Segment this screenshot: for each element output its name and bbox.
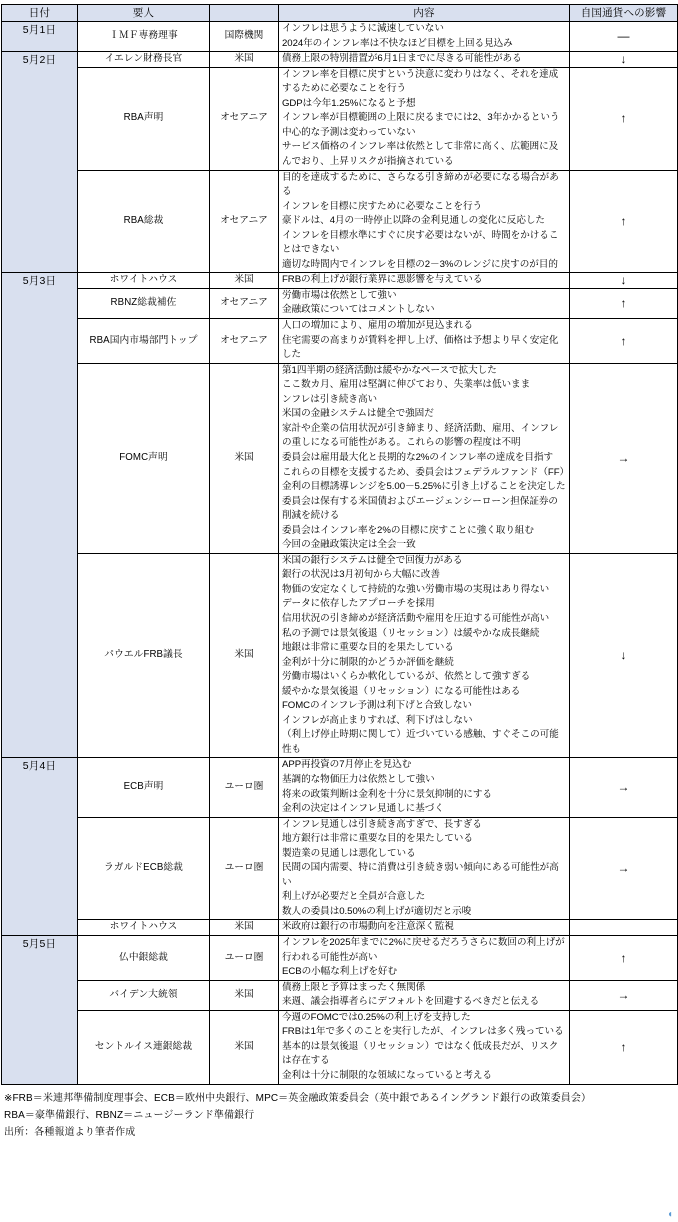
cell-person: ECB声明 bbox=[78, 758, 210, 817]
content-line: 信用状況の引き締めが経済活動や雇用を圧迫する可能性が高い bbox=[282, 612, 550, 624]
content-line: インフレを目標水準にすぐに戻す必要はないが、時間をかけることはできない bbox=[282, 229, 559, 256]
cell-currency-impact: ↑ bbox=[570, 319, 678, 364]
content-line: 製造業の見通しは悪化している bbox=[282, 847, 416, 859]
content-line: 今週のFOMCでは0.25%の利上げを支持した bbox=[282, 1011, 471, 1023]
cell-date: 5月3日 bbox=[2, 273, 78, 758]
cell-country: 米国 bbox=[210, 920, 279, 936]
content-line: ンフレは引き続き高い bbox=[282, 393, 378, 405]
cell-country: オセアニア bbox=[210, 288, 279, 318]
column-header-person: 要人 bbox=[78, 5, 210, 22]
table-row bbox=[2, 319, 678, 364]
cell-content bbox=[279, 22, 570, 52]
cell-country: 米国 bbox=[210, 980, 279, 1010]
cell-person: RBA声明 bbox=[78, 67, 210, 170]
cell-currency-impact: ↓ bbox=[570, 553, 678, 758]
content-line-list bbox=[282, 758, 567, 816]
cell-country: 米国 bbox=[210, 273, 279, 289]
cell-person: 仏中銀総裁 bbox=[78, 936, 210, 981]
cell-person: ラガルドECB総裁 bbox=[78, 817, 210, 920]
cell-content bbox=[279, 1010, 570, 1084]
content-line: APP再投資の7月停止を見込む bbox=[282, 759, 412, 771]
column-header-impact: 自国通貨への影響 bbox=[570, 5, 678, 22]
content-line-list bbox=[282, 52, 567, 67]
content-line: 金利の決定はインフレ見通しに基づく bbox=[282, 803, 444, 815]
cell-content bbox=[279, 758, 570, 817]
cell-person: パウエルFRB議長 bbox=[78, 553, 210, 758]
content-line-list bbox=[282, 22, 567, 51]
cell-country: オセアニア bbox=[210, 319, 279, 364]
content-line: 債務上限の特別措置が6月1日までに尽きる可能性がある bbox=[282, 53, 522, 65]
cell-currency-impact: ↑ bbox=[570, 170, 678, 273]
cell-date: 5月2日 bbox=[2, 52, 78, 273]
content-line: 米政府は銀行の市場動向を注意深く監視 bbox=[282, 921, 454, 933]
table-row bbox=[2, 817, 678, 920]
content-line: 民間の国内需要、特に消費は引き続き弱い傾向にある可能性が高い bbox=[282, 862, 559, 888]
content-line-list bbox=[282, 273, 567, 288]
cell-country: ユーロ圏 bbox=[210, 936, 279, 981]
table-row bbox=[2, 52, 678, 68]
content-line: 労働市場は依然として強い bbox=[282, 289, 397, 301]
cell-country: 国際機関 bbox=[210, 22, 279, 52]
content-line: 適切な時間内でインフレを目標の2－3%のレンジに戻すのが目的 bbox=[282, 258, 558, 270]
table-header bbox=[2, 5, 678, 22]
cell-currency-impact bbox=[570, 920, 678, 936]
content-line: これらの目標を支援するため、委員会はフェデラルファンド（FF）金利の目標誘導レンジを5.00－5.25%に引き上げることを決定した bbox=[282, 466, 566, 493]
content-line: インフレ見通しは引き続き高すぎで、長すぎる bbox=[282, 818, 482, 830]
content-line: ここ数カ月、雇用は堅調に伸びており、失業率は低いまま bbox=[282, 379, 531, 391]
cell-person: セントルイス連銀総裁 bbox=[78, 1010, 210, 1084]
content-line: 金利が十分に制限的かどうか評価を継続 bbox=[282, 656, 454, 668]
cell-content bbox=[279, 920, 570, 936]
cell-person: RBA総裁 bbox=[78, 170, 210, 273]
content-line-list bbox=[282, 364, 567, 553]
content-line-list bbox=[282, 936, 567, 980]
cell-person: FOMC声明 bbox=[78, 363, 210, 553]
content-line: FOMCのインフレ予測は利下げと合致しない bbox=[282, 700, 472, 712]
content-line-list bbox=[282, 981, 567, 1010]
content-line: 銀行の状況は3月初旬から大幅に改善 bbox=[282, 569, 440, 581]
cell-currency-impact: — bbox=[570, 22, 678, 52]
content-line: 委員会はインフレ率を2%の目標に戻すことに強く取り組む bbox=[282, 524, 534, 536]
cell-content bbox=[279, 288, 570, 318]
content-line-list bbox=[282, 818, 567, 920]
content-line: 委員会は雇用最大化と長期的な2%のインフレ率の達成を目指す bbox=[282, 451, 554, 463]
content-line: （利上げ停止時期に関して）近づいている感触、すぐそこの可能性も bbox=[282, 729, 559, 755]
footnotes bbox=[1, 1090, 677, 1141]
content-line: 来週、議会指導者らにデフォルトを回避するべきだと伝える bbox=[282, 996, 540, 1008]
central-bank-remarks-table bbox=[1, 4, 678, 1085]
content-line: インフレを2025年までに2%に戻せるだろうさらに数回の利上げが行われる可能性が高い bbox=[282, 937, 565, 963]
cell-person: イエレン財務長官 bbox=[78, 52, 210, 68]
table-row bbox=[2, 1010, 678, 1084]
content-line: インフレを目標に戻すために必要なことを行う bbox=[282, 200, 483, 212]
cell-currency-impact: → bbox=[570, 980, 678, 1010]
cell-date: 5月1日 bbox=[2, 22, 78, 52]
column-header-date: 日付 bbox=[2, 5, 78, 22]
cell-content bbox=[279, 52, 570, 68]
content-line: 地方銀行は非常に重要な目的を果たしている bbox=[282, 833, 473, 845]
cell-date: 5月4日 bbox=[2, 758, 78, 936]
content-line: 今回の金融政策決定は全会一致 bbox=[282, 539, 416, 551]
content-line: 金融政策についてはコメントしない bbox=[282, 304, 435, 316]
column-header-content: 内容 bbox=[279, 5, 570, 22]
content-line: 家計や企業の信用状況が引き締まり、経済活動、雇用、インフレの重しになる可能性がある。これらの影響の程度は不明 bbox=[282, 422, 559, 449]
cell-content bbox=[279, 363, 570, 553]
cell-person: ホワイトハウス bbox=[78, 920, 210, 936]
cell-currency-impact: → bbox=[570, 817, 678, 920]
content-line: 労働市場はいくらか軟化しているが、依然として強すぎる bbox=[282, 671, 531, 683]
table-row bbox=[2, 273, 678, 289]
cell-currency-impact: ↑ bbox=[570, 67, 678, 170]
table-row bbox=[2, 758, 678, 817]
content-line-list bbox=[282, 920, 567, 935]
content-line: GDPは今年1.25%になると予想 bbox=[282, 97, 416, 109]
content-line: 将来の政策判断は金利を十分に景気抑制的にする bbox=[282, 788, 492, 800]
content-line-list bbox=[282, 1011, 567, 1084]
content-line: 基本的は景気後退（リセッション）ではなく低成長だが、リスクは存在する bbox=[282, 1040, 559, 1067]
cell-content bbox=[279, 553, 570, 758]
content-line: 2024年のインフレ率は不快なほど目標を上回る見込み bbox=[282, 37, 513, 49]
cell-currency-impact: ↓ bbox=[570, 273, 678, 289]
content-line-list bbox=[282, 171, 567, 273]
table-body bbox=[2, 22, 678, 1085]
corner-glyph-artifact: ◖ bbox=[667, 1211, 674, 1219]
cell-date: 5月5日 bbox=[2, 936, 78, 1084]
cell-country: オセアニア bbox=[210, 67, 279, 170]
content-line: 物価の安定なくして持続的な強い労働市場の実現はあり得ない bbox=[282, 583, 550, 595]
table-row bbox=[2, 920, 678, 936]
content-line: 緩やかな景気後退（リセッション）になる可能性はある bbox=[282, 685, 521, 697]
table-row bbox=[2, 936, 678, 981]
content-line: インフレ率を目標に戻すという決意に変わりはなく、それを達成するために必要なことを行う bbox=[282, 68, 559, 95]
table-row bbox=[2, 288, 678, 318]
content-line: 金利は十分に制限的な領域になっていると考える bbox=[282, 1069, 492, 1081]
cell-country: オセアニア bbox=[210, 170, 279, 273]
cell-person: ホワイトハウス bbox=[78, 273, 210, 289]
cell-country: 米国 bbox=[210, 553, 279, 758]
content-line: 豪ドルは、4月の一時停止以降の金利見通しの変化に反応した bbox=[282, 215, 545, 227]
content-line: インフレが高止まりすれば、利下げはしない bbox=[282, 714, 473, 726]
footnote-abbreviations-1: ※FRB＝米連邦準備制度理事会、ECB＝欧州中央銀行、MPC＝英金融政策委員会（英中銀であるイングランド銀行の政策委員会） bbox=[4, 1092, 592, 1104]
content-line-list bbox=[282, 319, 567, 363]
footnote-abbreviations-2: RBA＝豪準備銀行、RBNZ＝ニュージーランド準備銀行 bbox=[4, 1109, 255, 1121]
cell-currency-impact: ↑ bbox=[570, 288, 678, 318]
cell-currency-impact: → bbox=[570, 758, 678, 817]
cell-person: RBNZ総裁補佐 bbox=[78, 288, 210, 318]
column-header-country bbox=[210, 5, 279, 22]
table-row bbox=[2, 22, 678, 52]
content-line: 第1四半期の経済活動は緩やかなペースで拡大した bbox=[282, 364, 497, 376]
content-line: インフレは思うように減速していない bbox=[282, 23, 444, 34]
content-line: 利上げが必要だと全員が合意した bbox=[282, 891, 426, 903]
table-row bbox=[2, 553, 678, 758]
cell-content bbox=[279, 817, 570, 920]
footnote-source: 出所：各種報道より筆者作成 bbox=[4, 1126, 136, 1138]
content-line: FRBの利上げが銀行業界に悪影響を与えている bbox=[282, 274, 483, 286]
cell-country: 米国 bbox=[210, 363, 279, 553]
content-line: 数人の委員は0.50%の利上げが適切だと示唆 bbox=[282, 905, 472, 917]
cell-currency-impact: ↓ bbox=[570, 52, 678, 68]
content-line: 目的を達成するために、さらなる引き締めが必要になる場合がある bbox=[282, 171, 559, 198]
content-line: 基調的な物価圧力は依然として強い bbox=[282, 773, 435, 785]
table-row bbox=[2, 363, 678, 553]
cell-content bbox=[279, 980, 570, 1010]
content-line-list bbox=[282, 68, 567, 170]
cell-country: ユーロ圏 bbox=[210, 758, 279, 817]
content-line: データに依存したアプローチを採用 bbox=[282, 598, 435, 610]
cell-country: 米国 bbox=[210, 1010, 279, 1084]
content-line: ECBの小幅な利上げを好む bbox=[282, 966, 398, 978]
content-line: FRBは1年で多くのことを実行したが、インフレは多く残っている bbox=[282, 1026, 564, 1038]
cell-content bbox=[279, 67, 570, 170]
content-line: サービス価格のインフレ率は依然として非常に高く、広範囲に及んでおり、上昇リスクが指摘されている bbox=[282, 141, 559, 167]
cell-content bbox=[279, 319, 570, 364]
content-line-list bbox=[282, 289, 567, 318]
cell-content bbox=[279, 936, 570, 981]
cell-content bbox=[279, 170, 570, 273]
content-line: 委員会は保有する米国債およびエージェンシーローン担保証券の削減を続ける bbox=[282, 495, 558, 522]
table-row bbox=[2, 170, 678, 273]
cell-person: ＩＭＦ専務理事 bbox=[78, 22, 210, 52]
cell-content bbox=[279, 273, 570, 289]
cell-country: ユーロ圏 bbox=[210, 817, 279, 920]
cell-currency-impact: ↑ bbox=[570, 1010, 678, 1084]
table-header-row bbox=[2, 5, 678, 22]
content-line: 住宅需要の高まりが賃料を押し上げ、価格は予想より早く安定化した bbox=[282, 334, 559, 361]
cell-country: 米国 bbox=[210, 52, 279, 68]
content-line: 地銀は非常に重要な目的を果たしている bbox=[282, 642, 454, 654]
table-row bbox=[2, 980, 678, 1010]
content-line: 債務上限と予算はまったく無関係 bbox=[282, 981, 426, 993]
content-line: 米国の金融システムは健全で強固だ bbox=[282, 408, 434, 420]
cell-currency-impact: → bbox=[570, 363, 678, 553]
content-line: 米国の銀行システムは健全で回復力がある bbox=[282, 554, 463, 566]
content-line: 人口の増加により、雇用の増加が見込まれる bbox=[282, 320, 473, 332]
content-line-list bbox=[282, 554, 567, 758]
table-row bbox=[2, 67, 678, 170]
cell-person: バイデン大統領 bbox=[78, 980, 210, 1010]
content-line: 私の予測では景気後退（リセッション）は緩やかな成長継続 bbox=[282, 627, 540, 639]
content-line: インフレ率が目標範囲の上限に戻るまでには2、3年かかるという中心的な予測は変わっていない bbox=[282, 112, 560, 138]
cell-currency-impact: ↑ bbox=[570, 936, 678, 981]
cell-person: RBA国内市場部門トップ bbox=[78, 319, 210, 364]
